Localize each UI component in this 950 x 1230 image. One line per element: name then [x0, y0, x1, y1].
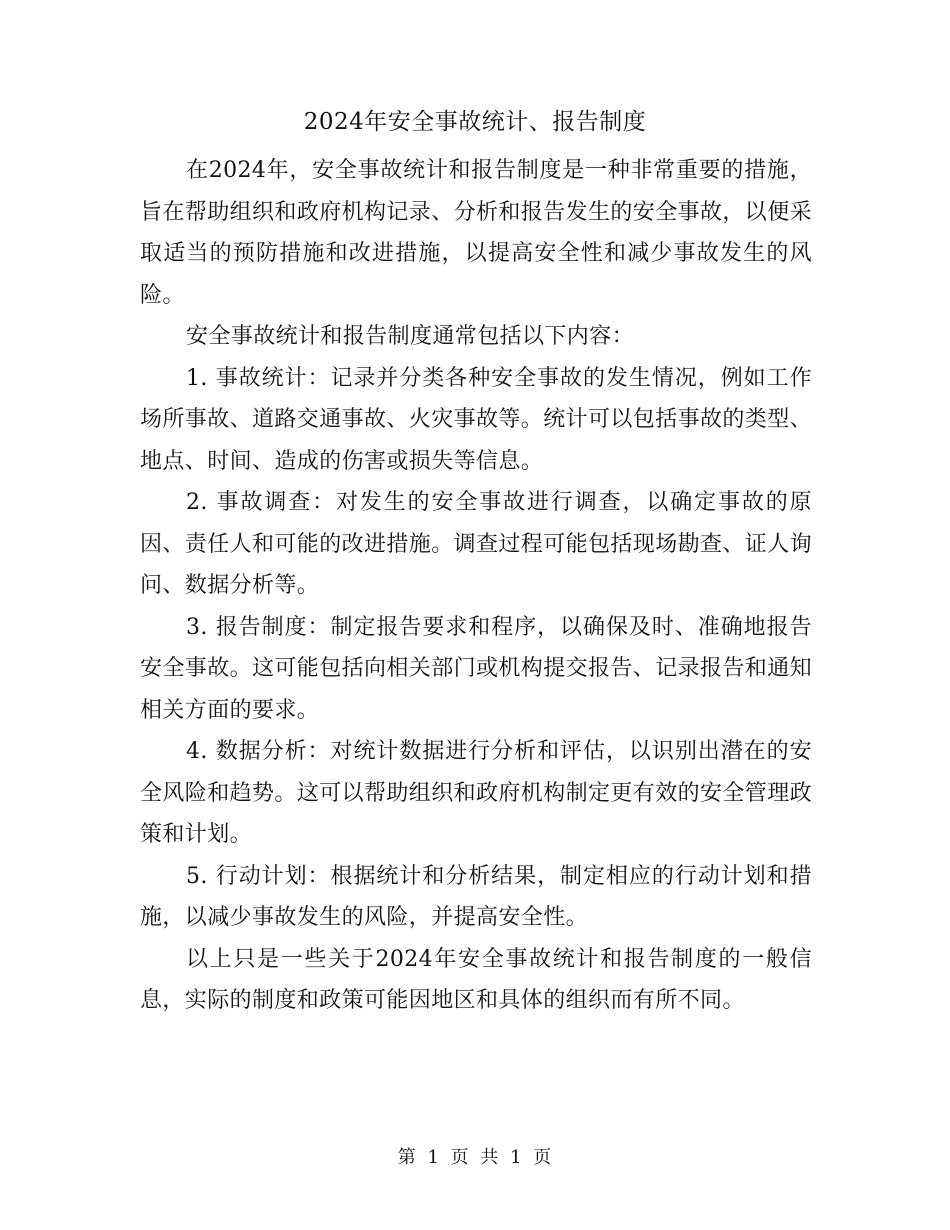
paragraph-item-data-analysis: 4. 数据分析：对统计数据进行分析和评估，以识别出潜在的安全风险和趋势。这可以帮助组织和政府机构制定更有效的安全管理政策和计划。	[140, 739, 813, 847]
paragraph-conclusion: 以上只是一些关于2024年安全事故统计和报告制度的一般信息，实际的制度和政策可能因地区和具体的组织而有所不同。	[140, 946, 812, 1013]
paragraph-item-reporting-system: 3. 报告制度：制定报告要求和程序，以确保及时、准确地报告安全事故。这可能包括向相关部门或机构提交报告、记录报告和通知相关方面的要求。	[140, 614, 813, 723]
paragraph-item-accident-statistics: 1. 事故统计：记录并分类各种安全事故的发生情况，例如工作场所事故、道路交通事故、火灾事故等。统计可以包括事故的类型、地点、时间、造成的伤害或损失等信息。	[140, 365, 813, 474]
paragraph-item-accident-investigation: 2. 事故调查：对发生的安全事故进行调查，以确定事故的原因、责任人和可能的改进措施。调查过程可能包括现场勘查、证人询问、数据分析等。	[140, 490, 813, 598]
document-body	[140, 150, 812, 1022]
page-number-footer: 第 1 页 共 1 页	[397, 1147, 553, 1168]
document-title: 2024年安全事故统计、报告制度	[303, 109, 647, 135]
paragraph-item-action-plan: 5. 行动计划：根据统计和分析结果，制定相应的行动计划和措施，以减少事故发生的风险，并提高安全性。	[140, 863, 812, 930]
paragraph-contents-heading: 安全事故统计和报告制度通常包括以下内容：	[186, 324, 635, 349]
paragraph-intro: 在2024年，安全事故统计和报告制度是一种非常重要的措施，旨在帮助组织和政府机构记录、分析和报告发生的安全事故，以便采取适当的预防措施和改进措施，以提高安全性和减少事故发生的风险。	[140, 158, 813, 308]
